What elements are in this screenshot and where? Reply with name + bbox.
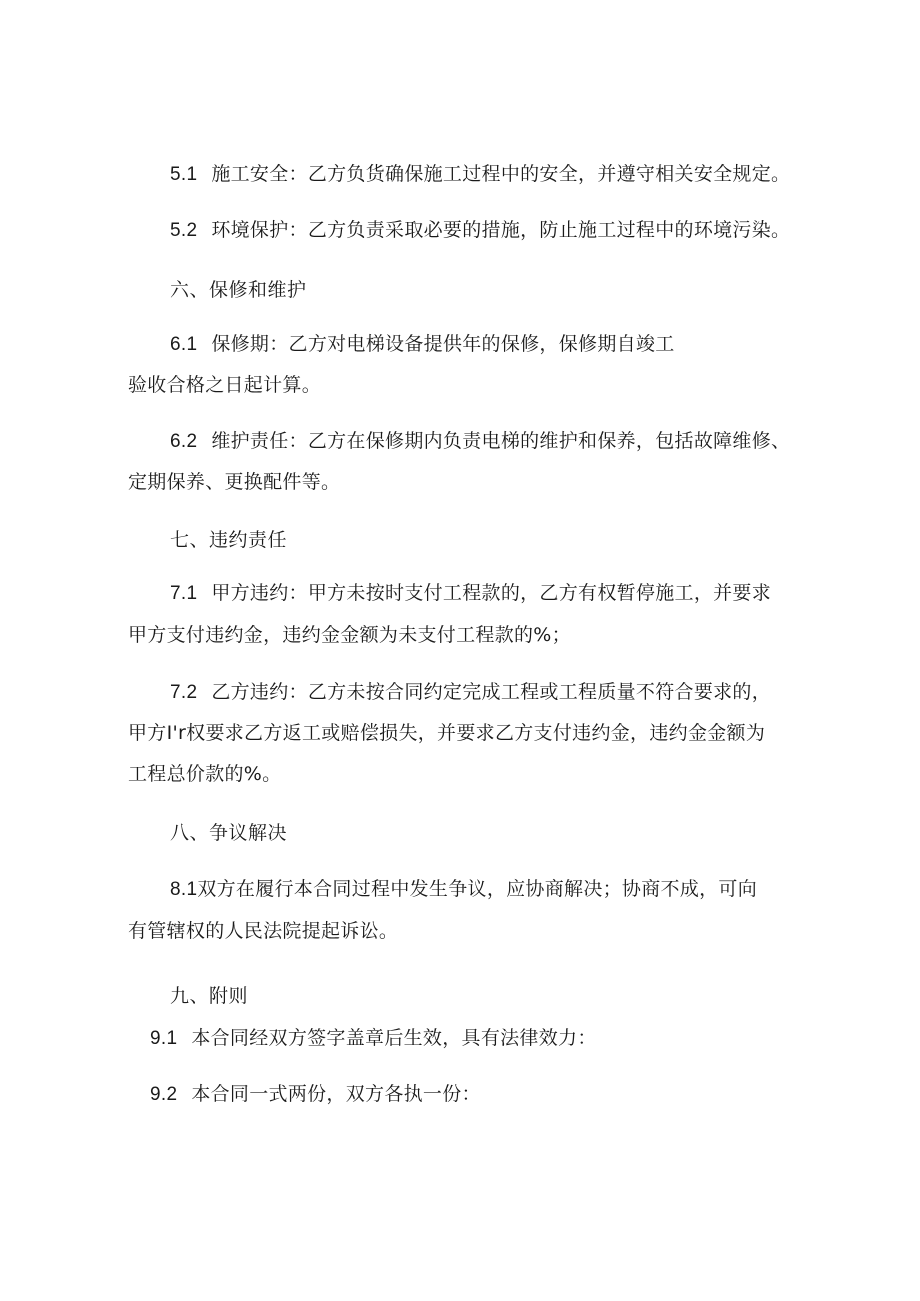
clause-5-2 [170, 217, 790, 244]
clause-text: 环境保护：乙方负责采取必要的措施，防止施工过程中的环境污染。 [211, 219, 791, 241]
clause-9-2 [150, 1081, 481, 1108]
clause-text: 本合同经双方签字盖章后生效，具有法律效力： [191, 1027, 597, 1049]
clause-number: 7.2 [170, 682, 198, 703]
clause-9-1 [150, 1025, 597, 1052]
clause-8-1-continuation: 有管辖权的人民法院提起诉讼。 [128, 920, 399, 942]
clause-7-1 [170, 580, 771, 607]
clause-text: 双方在履行本合同过程中发生争议，应协商解决；协商不成，可向 [197, 878, 758, 900]
clause-number: 5.1 [170, 164, 198, 185]
section-heading-7: 七、违约责任 [170, 529, 288, 551]
clause-7-1-continuation: 甲方支付违约金，违约金金额为未支付工程款的%； [128, 624, 571, 646]
clause-7-2-continuation-2: 工程总价款的%。 [128, 763, 282, 785]
clause-number: 6.2 [170, 431, 198, 452]
clause-text: 甲方违约：甲方未按时支付工程款的，乙方有权暂停施工，并要求 [211, 582, 772, 604]
clause-6-2 [170, 428, 790, 455]
clause-number: 9.1 [150, 1028, 178, 1049]
clause-5-1 [170, 161, 790, 188]
clause-number: 8.1 [170, 879, 198, 900]
clause-7-2-continuation-1: 甲方I'r权要求乙方返工或赔偿损失，并要求乙方支付违约金，违约金金额为 [128, 722, 766, 744]
clause-text: 维护责任：乙方在保修期内负责电梯的维护和保养，包括故障维修、 [211, 430, 791, 452]
clause-8-1 [170, 876, 757, 903]
clause-text: 保修期：乙方对电梯设备提供年的保修，保修期自竣工 [211, 333, 675, 355]
clause-number: 6.1 [170, 334, 198, 355]
section-heading-6: 六、保修和维护 [170, 279, 307, 301]
clause-number: 7.1 [170, 583, 198, 604]
clause-6-1-continuation: 验收合格之日起计算。 [128, 374, 322, 396]
clause-number: 9.2 [150, 1084, 178, 1105]
clause-7-2 [170, 679, 771, 706]
clause-6-1 [170, 331, 675, 358]
clause-number: 5.2 [170, 220, 198, 241]
clause-text: 乙方违约：乙方未按合同约定完成工程或工程质量不符合要求的， [211, 681, 772, 703]
clause-6-2-continuation: 定期保养、更换配件等。 [128, 471, 341, 493]
section-heading-8: 八、争议解决 [170, 822, 288, 844]
section-heading-9: 九、附则 [170, 985, 249, 1007]
clause-text: 本合同一式两份，双方各执一份： [191, 1083, 481, 1105]
clause-text: 施工安全：乙方负货确保施工过程中的安全，并遵守相关安全规定。 [211, 163, 791, 185]
